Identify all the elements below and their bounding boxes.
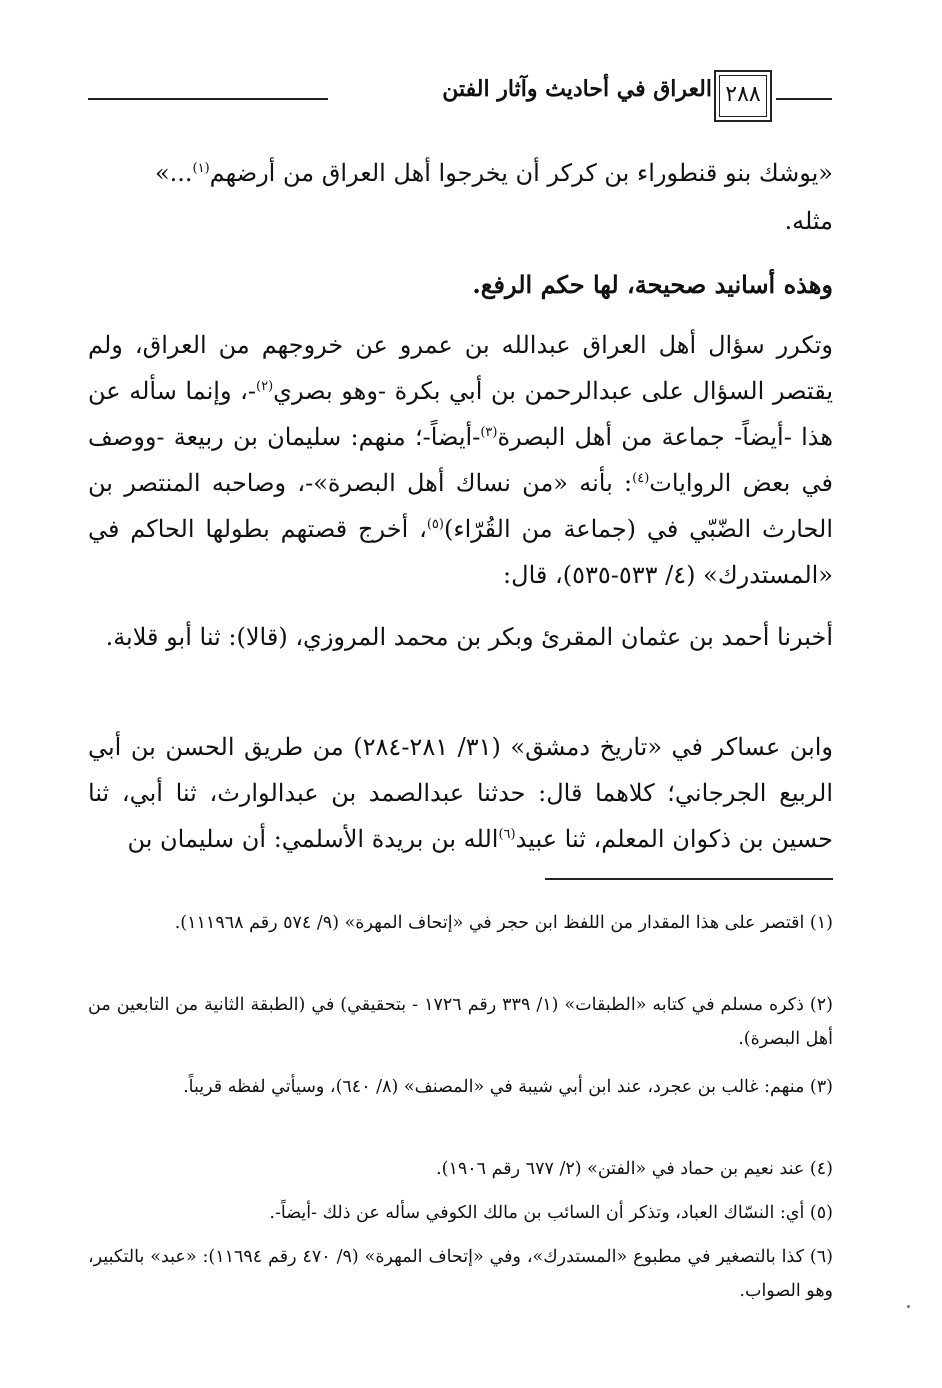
footnote-separator [545,878,833,880]
footnote-6: (٦) كذا بالتصغير في مطبوع «المستدرك»، وفي «إتحاف المهرة» (٩/ ٤٧٠ رقم ١١٦٩٤): «عبد» بالتكبير، وهو الصواب. [88,1247,833,1301]
footnote-ref-4[interactable]: (٤) [632,471,650,486]
paragraph-akhbarana: أخبرنا أحمد بن عثمان المقرئ وبكر بن محمد المروزي، (قالا): ثنا أبو قلابة. [105,623,833,651]
page-number: ٢٨٨ [725,82,761,107]
footnote-ref-3[interactable]: (٣) [480,425,498,440]
page-number-box [714,70,772,122]
footnote-ref-2[interactable]: (٢) [256,379,274,394]
paragraph-ibn-asakir: وابن عساكر في «تاريخ دمشق» (٣١/ ٢٨١-٢٨٤) من طريق الحسن بن أبي الربيع الجرجاني؛ كلاهما قال: حدثنا عبدالصمد بن عبدالوارث، ثنا أبي، ثنا حسين بن ذكوان المعلم، ثنا عبيد$^{(٦)}$الله بن بريدة الأسلمي: أن سليمان بن [88,733,834,853]
header-rule-left [88,98,328,100]
paragraph-isnad-verdict: وهذه أسانيد صحيحة، لها حكم الرفع. [472,270,833,299]
footnote-3: (٣) منهم: غالب بن عجرد، عند ابن أبي شيبة في «المصنف» (٨/ ٦٤٠)، وسيأتي لفظه قريباً. [183,1077,833,1097]
scan-speck [907,1305,910,1308]
running-header-title: العراق في أحاديث وآثار الفتن [442,76,712,102]
footnote-5: (٥) أي: النسّاك العباد، وتذكر أن السائب بن مالك الكوفي سأله عن ذلك -أيضاً-. [269,1203,833,1223]
footnote-ref-6[interactable]: (٦) [498,827,516,842]
paragraph-mithluhu: مثله. [784,207,833,235]
footnote-ref-1[interactable]: (١) [192,161,210,176]
paragraph-quote: «يوشك بنو قنطوراء بن كركر أن يخرجوا أهل العراق من أرضهم$^{(١)}$...» [154,159,833,187]
footnote-ref-5[interactable]: (٥) [426,517,444,532]
footnote-2: (٢) ذكره مسلم في كتابه «الطبقات» (١/ ٣٣٩ رقم ١٧٢٦ - بتحقيقي) في (الطبقة الثانية من التابعين من أهل البصرة). [88,995,833,1049]
footnote-1: (١) اقتصر على هذا المقدار من اللفظ ابن حجر في «إتحاف المهرة» (٩/ ٥٧٤ رقم ١١١٩٦٨). [174,913,833,933]
paragraph-question-repeated: وتكرر سؤال أهل العراق عبدالله بن عمرو عن خروجهم من العراق، ولم يقتصر السؤال على عبدالرحمن بن أبي بكرة -وهو بصري$^{(٢)}$-، وإنما سأله عن هذا -أيضاً- جماعة من أهل البصرة$^{(٣)}$-أيضاً-؛ منهم: سليمان بن ربيعة -ووصف في بعض الروايات$^{(٤)}$: بأنه «من نساك أهل البصرة»-، وصاحبه المنتصر بن الحارث الضّبّي في (جماعة من القُرّاء)$^{(٥)}$، أخرج قصتهم بطولها الحاكم في «المستدرك» (٤/ ٥٣٣-٥٣٥)، قال: [88,331,834,589]
header-rule-right [776,98,832,100]
footnote-4: (٤) عند نعيم بن حماد في «الفتن» (٢/ ٦٧٧ رقم ١٩٠٦). [436,1159,833,1179]
